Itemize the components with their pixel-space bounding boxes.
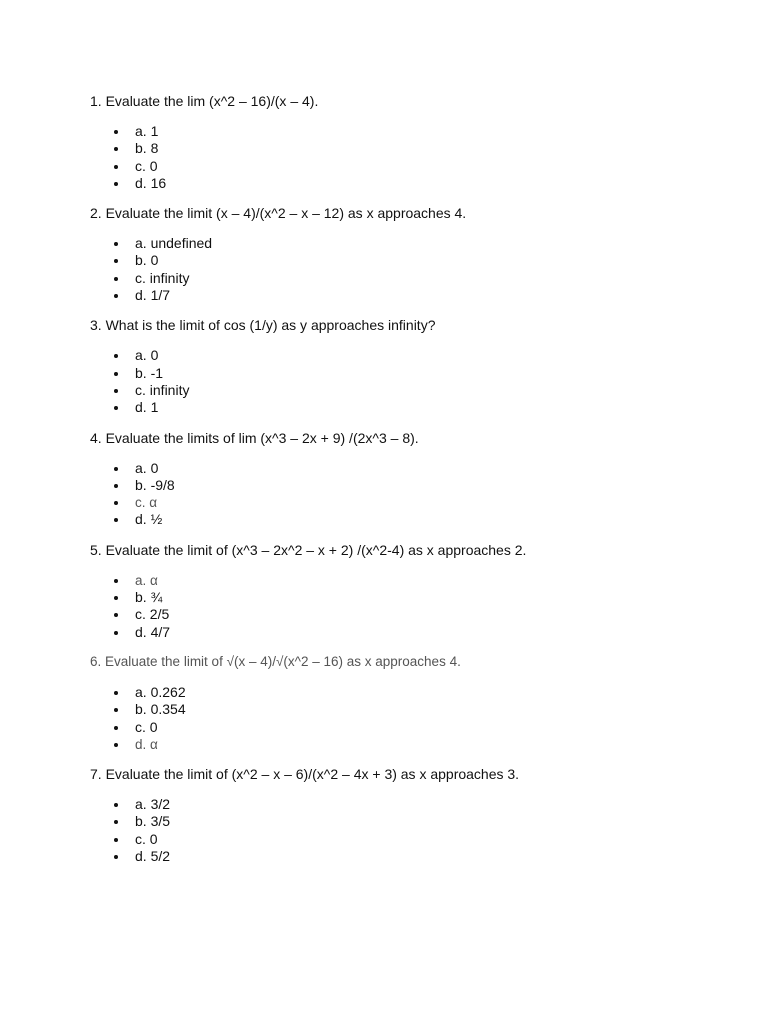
choice-6d (90, 736, 730, 753)
choices-4 (90, 460, 730, 529)
choice-4c (90, 494, 730, 511)
choice-5b (90, 589, 730, 606)
choice-text: a. 3/2 (135, 796, 171, 813)
question-1: 1. Evaluate the lim (x^2 – 16)/(x – 4). (90, 93, 319, 109)
bullet-icon (114, 708, 118, 712)
bullet-icon (114, 259, 118, 263)
bullet-icon (114, 613, 118, 617)
choice-text: b. ¾ (135, 589, 163, 606)
bullet-icon (114, 579, 118, 583)
bullet-icon (114, 726, 118, 730)
question-4: 4. Evaluate the limits of lim (x^3 – 2x + 9) /(2x^3 – 8). (90, 429, 419, 446)
bullet-icon (114, 242, 118, 246)
question-5: 5. Evaluate the limit of (x^3 – 2x^2 – x + 2) /(x^2-4) as x approaches 2. (90, 541, 527, 558)
choice-text: b. -1 (135, 364, 164, 381)
choice-7d (90, 848, 730, 865)
choices-1 (90, 123, 730, 192)
choice-text: c. 0 (135, 157, 158, 174)
choice-2c (90, 270, 730, 287)
choice-4a (90, 460, 730, 477)
choice-7b (90, 813, 730, 830)
choice-1b (90, 140, 730, 157)
bullet-icon (114, 130, 118, 134)
choices-7 (90, 796, 730, 865)
choice-2b (90, 252, 730, 269)
choice-text: c. 2/5 (135, 606, 170, 623)
choice-text: a. α (135, 572, 158, 588)
choice-text: c. infinity (135, 269, 190, 286)
choice-6a (90, 684, 730, 701)
question-7: 7. Evaluate the limit of (x^2 – x – 6)/(x^2 – 4x + 3) as x approaches 3. (90, 766, 520, 783)
choice-text: d. ½ (135, 511, 163, 528)
choice-text: a. 1 (135, 123, 159, 139)
choice-5c (90, 606, 730, 623)
bullet-icon (114, 182, 118, 186)
choice-4b (90, 477, 730, 494)
bullet-icon (114, 277, 118, 281)
choice-text: d. 1/7 (135, 287, 171, 304)
choice-2d (90, 287, 730, 304)
bullet-icon (114, 743, 118, 747)
bullet-icon (114, 406, 118, 410)
bullet-icon (114, 389, 118, 393)
choice-text: c. 0 (135, 830, 158, 847)
choice-1a (90, 123, 730, 140)
choices-3 (90, 347, 730, 416)
bullet-icon (114, 803, 118, 807)
question-3: 3. What is the limit of cos (1/y) as y approaches infinity? (90, 317, 436, 334)
choice-text: c. 0 (135, 718, 158, 735)
bullet-icon (114, 484, 118, 488)
choice-text: c. α (135, 495, 158, 511)
choice-5d (90, 624, 730, 641)
choice-text: b. 3/5 (135, 813, 171, 830)
choice-text: d. α (135, 736, 158, 752)
bullet-icon (114, 165, 118, 169)
choice-text: a. 0 (135, 459, 159, 476)
choice-5a (90, 572, 730, 589)
choice-2a (90, 235, 730, 252)
bullet-icon (114, 294, 118, 298)
bullet-icon (114, 372, 118, 376)
choice-1d (90, 175, 730, 192)
choice-text: a. undefined (135, 235, 213, 252)
bullet-icon (114, 691, 118, 695)
choice-text: d. 1 (135, 399, 159, 416)
bullet-icon (114, 631, 118, 635)
bullet-icon (114, 596, 118, 600)
question-2: 2. Evaluate the limit (x – 4)/(x^2 – x – 12) as x approaches 4. (90, 205, 467, 222)
choice-7a (90, 796, 730, 813)
choice-1c (90, 158, 730, 175)
bullet-icon (114, 354, 118, 358)
question-6: 6. Evaluate the limit of √(x – 4)/√(x^2 – 16) as x approaches 4. (90, 653, 461, 669)
choice-text: d. 5/2 (135, 848, 171, 865)
bullet-icon (114, 467, 118, 471)
choices-6 (90, 684, 730, 753)
choice-3b (90, 365, 730, 382)
choice-text: a. 0.262 (135, 683, 186, 700)
choice-text: c. infinity (135, 381, 190, 398)
bullet-icon (114, 838, 118, 842)
choice-6c (90, 719, 730, 736)
choices-5 (90, 572, 730, 641)
choice-text: b. 8 (135, 140, 159, 157)
bullet-icon (114, 820, 118, 824)
choice-text: b. 0 (135, 252, 159, 269)
choice-text: b. 0.354 (135, 701, 186, 718)
choice-text: d. 4/7 (135, 623, 171, 640)
choice-4d (90, 511, 730, 528)
bullet-icon (114, 147, 118, 151)
choice-3a (90, 347, 730, 364)
choice-3c (90, 382, 730, 399)
choice-3d (90, 399, 730, 416)
choices-2 (90, 235, 730, 304)
bullet-icon (114, 518, 118, 522)
document-body (90, 91, 730, 876)
choice-6b (90, 701, 730, 718)
choice-7c (90, 831, 730, 848)
choice-text: a. 0 (135, 347, 159, 364)
bullet-icon (114, 501, 118, 505)
choice-text: d. 16 (135, 174, 167, 191)
choice-text: b. -9/8 (135, 476, 175, 493)
bullet-icon (114, 855, 118, 859)
